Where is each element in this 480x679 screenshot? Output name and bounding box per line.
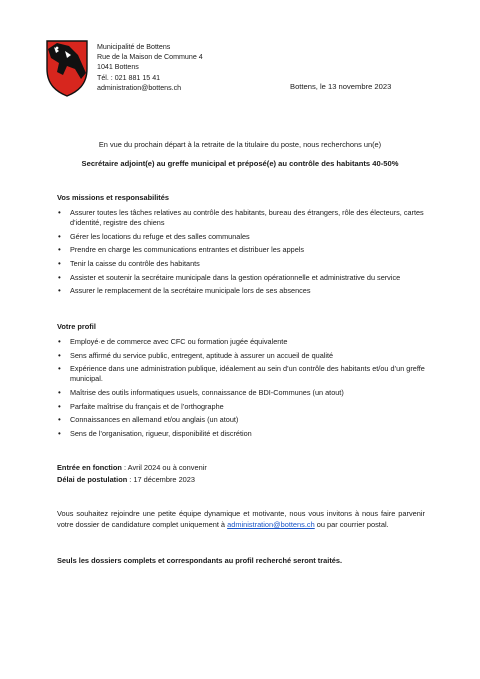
closing-paragraph: [57, 508, 425, 530]
address-line: administration@bottens.ch: [97, 83, 182, 92]
list-item: • Connaissances en allemand et/ou anglais (un atout): [57, 415, 447, 425]
list-item: • Gérer les locations du refuge et des salles communales: [57, 232, 447, 242]
list-item: • Assurer toutes les tâches relatives au contrôle des habitants, bureau des étrangers, rôle des électeurs, cartes d’identité, registre des chiens: [57, 208, 447, 228]
list-item: • Assurer le remplacement de la secrétaire municipale lors de ses absences: [57, 286, 447, 296]
list-item: • Prendre en charge les communications entrantes et distribuer les appels: [57, 245, 447, 255]
address-line: Rue de la Maison de Commune 4: [97, 53, 203, 62]
application-deadline: [57, 475, 195, 484]
bottens-coat-of-arms: [45, 39, 89, 97]
address-line: 1041 Bottens: [97, 63, 139, 72]
start-date-value: : Avril 2024 ou à convenir: [121, 463, 207, 472]
sender-address: [97, 42, 203, 93]
address-line: Tél. : 021 881 15 41: [97, 73, 161, 82]
final-note: Seuls les dossiers complets et correspondants au profil recherché seront traités.: [57, 556, 343, 565]
deadline-value: : 17 décembre 2023: [127, 475, 196, 484]
deadline-label: Délai de postulation: [57, 475, 128, 484]
date-line: Bottens, le 13 novembre 2023: [290, 82, 392, 91]
missions-heading: Vos missions et responsabilités: [57, 193, 169, 202]
list-item: • Expérience dans une administration publique, idéalement au sein d’un contrôle des habitants et/ou d’un greffe municipal.: [57, 364, 447, 384]
profile-list: [57, 337, 447, 442]
closing-text-end: ou par courrier postal.: [314, 520, 389, 529]
list-item: • Assister et soutenir la secrétaire municipale dans la gestion opérationnelle et administrative du service: [57, 273, 447, 283]
email-link[interactable]: administration@bottens.ch: [227, 520, 315, 529]
list-item: • Tenir la caisse du contrôle des habitants: [57, 259, 447, 269]
address-line: Municipalité de Bottens: [97, 43, 171, 51]
job-title: Secrétaire adjoint(e) au greffe municipal et préposé(e) au contrôle des habitants 40-50%: [81, 159, 399, 168]
intro-text: En vue du prochain départ à la retraite de la titulaire du poste, nous recherchons un(e): [98, 140, 382, 149]
list-item: • Sens de l’organisation, rigueur, disponibilité et discrétion: [57, 429, 447, 439]
list-item: • Employé·e de commerce avec CFC ou formation jugée équivalente: [57, 337, 447, 347]
list-item: • Sens affirmé du service public, entregent, aptitude à assurer un accueil de qualité: [57, 351, 447, 361]
start-date-label: Entrée en fonction: [57, 463, 122, 472]
closing-text: Vous souhaitez rejoindre une petite équipe dynamique et motivante, nous vous invitons à nous faire parvenir votre dossier de candidature complet uniquement à: [57, 509, 425, 529]
missions-list: [57, 208, 447, 300]
profile-heading: Votre profil: [57, 322, 96, 331]
list-item: • Maîtrise des outils informatiques usuels, connaissance de BDI-Communes (un atout): [57, 388, 447, 398]
start-date: [57, 463, 207, 472]
list-item: • Parfaite maîtrise du français et de l’orthographe: [57, 402, 447, 412]
